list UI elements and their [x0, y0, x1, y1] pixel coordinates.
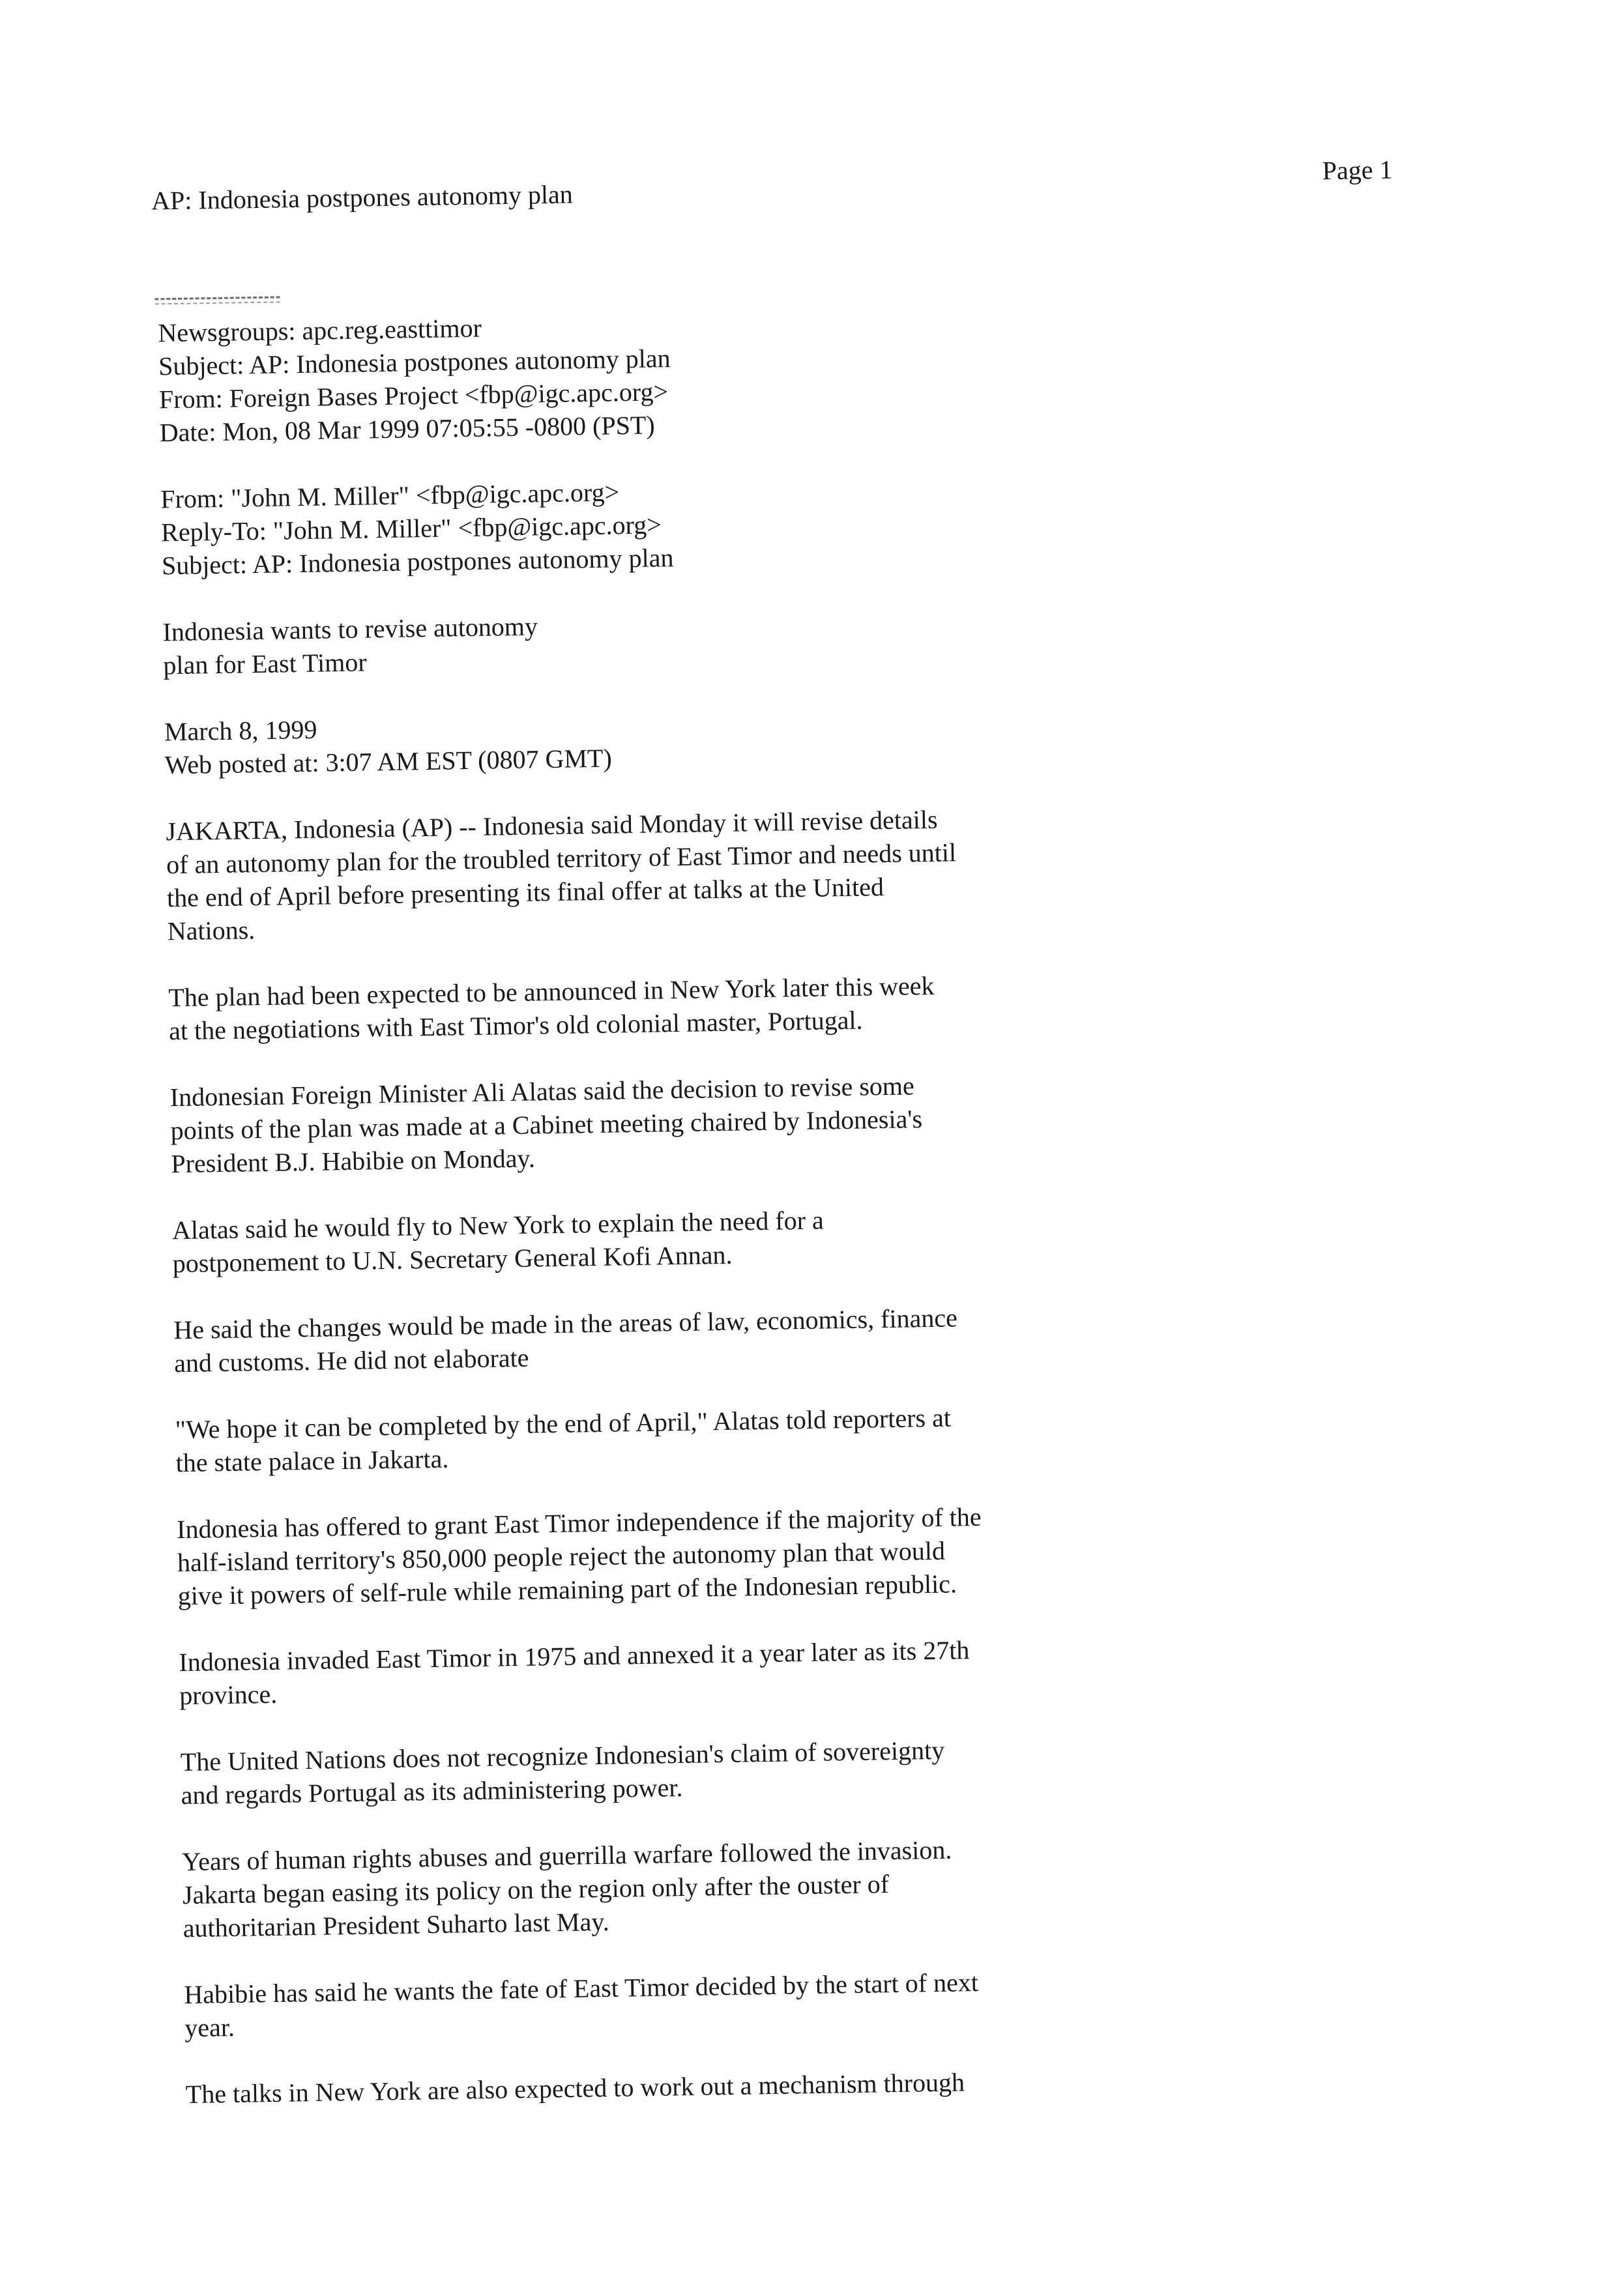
article-paragraph	[180, 1731, 1106, 1812]
paragraph-line: at the negotiations with East Timor's old colonial master, Portugal.	[168, 1005, 863, 1046]
from-line: From: Foreign Bases Project <fbp@igc.apc.org>	[158, 377, 669, 414]
paragraph-line: Indonesia has offered to grant East Timor independence if the majority of the	[176, 1502, 982, 1545]
article-paragraph	[172, 1199, 1098, 1280]
article-paragraph	[185, 2063, 1111, 2111]
article-body	[158, 302, 1112, 2144]
paragraph-line: Years of human rights abuses and guerrilla warfare followed the invasion.	[181, 1835, 952, 1877]
article-paragraph	[177, 1498, 1103, 1612]
date-published: March 8, 1999	[164, 714, 317, 747]
paragraph-line: Jakarta began easing its policy on the region only after the ouster of	[182, 1869, 890, 1910]
web-posted-time: Web posted at: 3:07 AM EST (0807 GMT)	[164, 743, 613, 780]
paragraph-line: half-island territory's 850,000 people reject the autonomy plan that would	[177, 1535, 946, 1578]
paragraph-line: Indonesian Foreign Minister Ali Alatas said the decision to revise some	[169, 1071, 915, 1112]
paragraph-line: Indonesia invaded East Timor in 1975 and annexed it a year later as its 27th	[179, 1635, 970, 1678]
article-paragraph	[179, 1631, 1105, 1712]
article-paragraph	[168, 966, 1094, 1047]
date-line: Date: Mon, 08 Mar 1999 07:05:55 -0800 (PST)	[159, 410, 655, 448]
reply-to-line: Reply-To: "John M. Miller" <fbp@igc.apc.org>	[160, 510, 662, 547]
paragraph-line: points of the plan was made at a Cabinet meeting chaired by Indonesia's	[170, 1104, 923, 1146]
newsgroup-header	[158, 302, 1085, 449]
article-paragraph	[173, 1299, 1100, 1380]
message-subject-line: Subject: AP: Indonesia postpones autonomy plan	[161, 543, 674, 581]
paragraph-line: and customs. He did not elaborate	[173, 1343, 529, 1378]
page-number: Page 1	[1322, 154, 1393, 186]
paragraph-line: Habibie has said he wants the fate of East Timor decided by the start of next	[184, 1967, 979, 2010]
subject-line: Subject: AP: Indonesia postpones autonomy plan	[158, 343, 671, 381]
message-from-line: From: "John M. Miller" <fbp@igc.apc.org>	[160, 477, 620, 514]
paragraph-line: postponement to U.N. Secretary General Kofi Annan.	[172, 1240, 733, 1279]
paragraph-line: The United Nations does not recognize Indonesian's claim of sovereignty	[180, 1735, 945, 1777]
separator-line	[155, 296, 280, 304]
newsgroups-line: Newsgroups: apc.reg.easttimor	[158, 313, 482, 348]
paragraph-line: give it powers of self-rule while remaining part of the Indonesian republic.	[177, 1569, 957, 1611]
paragraph-line: The plan had been expected to be announced in New York later this week	[168, 970, 935, 1013]
headline-line: Indonesia wants to revise autonomy	[162, 611, 538, 647]
paragraph-line: JAKARTA, Indonesia (AP) -- Indonesia said Monday it will revise details	[166, 804, 938, 847]
headline-line: plan for East Timor	[163, 647, 367, 680]
paragraph-line: the end of April before presenting its final offer at talks at the United	[166, 872, 884, 913]
paragraph-line: The talks in New York are also expected to work out a mechanism through	[185, 2067, 965, 2110]
paragraph-line: and regards Portugal as its administering power.	[181, 1773, 683, 1810]
article-paragraph	[182, 1831, 1109, 1945]
article-paragraph	[184, 1964, 1110, 2044]
paragraph-line: He said the changes would be made in the areas of law, economics, finance	[173, 1303, 958, 1345]
paragraph-line: province.	[179, 1679, 278, 1711]
paragraph-line: Nations.	[167, 915, 256, 946]
paragraph-line: authoritarian President Suharto last May.	[182, 1906, 610, 1943]
paragraph-line: President B.J. Habibie on Monday.	[171, 1143, 536, 1179]
paragraph-line: "We hope it can be completed by the end of April," Alatas told reporters at	[175, 1402, 952, 1445]
article-paragraphs	[166, 800, 1111, 2111]
page-title: AP: Indonesia postpones autonomy plan	[151, 179, 574, 216]
paragraph-line: Alatas said he would fly to New York to explain the need for a	[171, 1205, 825, 1245]
paragraph-line: year.	[184, 2012, 235, 2043]
article-paragraph	[169, 1066, 1096, 1180]
article-paragraph	[166, 800, 1093, 948]
message-header	[160, 468, 1087, 582]
article-paragraph	[175, 1399, 1101, 1479]
paragraph-line: the state palace in Jakarta.	[175, 1444, 449, 1478]
dateline	[164, 701, 1090, 781]
headline	[162, 601, 1088, 682]
paragraph-line: of an autonomy plan for the troubled territory of East Timor and needs until	[166, 837, 957, 880]
